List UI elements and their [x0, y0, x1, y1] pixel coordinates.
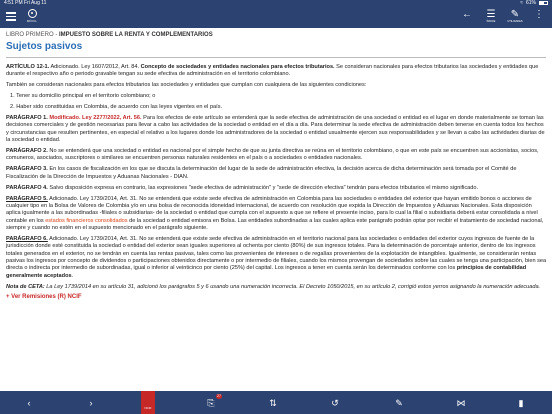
- condition-2: 2. Haber sido constituidas en Colombia, de acuerdo con las leyes vigentes en el país.: [10, 104, 223, 111]
- attach-icon[interactable]: ⎘ 27: [207, 394, 221, 408]
- divider: [6, 57, 546, 58]
- ceta-note-label: Nota de CETA:: [6, 283, 45, 290]
- article-label: ARTÍCULO 12-1.: [6, 64, 50, 70]
- ver-remisiones-link[interactable]: + Ver Remisiones (R) NCIF: [6, 294, 82, 301]
- notes-badge: 27: [217, 394, 221, 398]
- app-logo[interactable]: [24, 9, 40, 25]
- estados-financieros-link[interactable]: estados financieros consolidados: [45, 217, 128, 224]
- article-title: Concepto de sociedades y entidades nacionales para efectos tributarios.: [140, 64, 335, 70]
- paragraph-2-text: No se entenderá que una sociedad o entidad es nacional por el simple hecho de que su junta directiva se reúna en el territorio colombiano, o que en este país se encuentren sus accionistas, socios, comuneros, asociados, suscriptores o similares se encuentren personas naturales residentes en el país o a sociedades o entidades nacionales.: [6, 148, 539, 162]
- paragraph-5-label: PARÁGRAFO 5.: [6, 195, 48, 202]
- breadcrumb[interactable]: [6, 32, 213, 38]
- status-time: 4:51 PM: [4, 0, 23, 6]
- article-added: Adicionado. Ley 1607/2012, Art. 84.: [49, 64, 141, 70]
- chevron-right-icon[interactable]: ›: [89, 398, 93, 408]
- paragraph-3-label: PARÁGRAFO 3.: [6, 166, 48, 173]
- back-arrow-icon[interactable]: ←: [462, 9, 472, 20]
- paragraph-1-text: Para los efectos de este artículo se entenderá que la sede efectiva de administración de una sociedad o entidad es el lugar en donde materialmente se toman las decisiones comerciales y de gestión necesarias para llevar a cabo las actividades de la sociedad o entidad en el día a día. Para determinar la sede efectiva de administración deben tenerse en cuenta todos los hechos y circunstancias que resulten pertinentes, en especial el relativo a los lugares donde los administradores de la sociedad o entidad usualmente ejercen sus responsabilidades y se llevan a cabo las actividades diarias de la sociedad o entidad.: [6, 115, 545, 144]
- paragraph-4: [6, 185, 547, 192]
- paragraph-2: [6, 148, 547, 163]
- paragraph-4-text: Salvo disposición expresa en contrario, las expresiones "sede efectiva de administración" y "sede de dirección efectiva" tendrán para efectos tributarios el mismo significado.: [47, 184, 479, 191]
- paragraph-6-label: PARÁGRAFO 6.: [6, 235, 48, 242]
- paragraph-1: [6, 115, 547, 144]
- paragraph-1-modified-link[interactable]: Modificado. Ley 2277/2022, Art. 56.: [49, 115, 142, 122]
- paragraph-3: [6, 166, 547, 181]
- app-header: [0, 6, 552, 28]
- status-date: Fri Aug 11: [24, 0, 47, 6]
- ceta-note-text: La Ley 1739/2014 en su artículo 31, adicionó los parágrafos 5 y 6 usando una numeración incorrecta. El Decreto 1050/2015, en su artículo 2, corrigió estos yerros asignando la numeración adecuada.: [44, 283, 541, 290]
- paragraph-4-label: PARÁGRAFO 4.: [6, 184, 48, 191]
- chevron-left-icon[interactable]: ‹: [27, 398, 31, 408]
- battery-icon: [539, 1, 548, 5]
- header-toolbar: [460, 9, 546, 25]
- logo-text: MÓVIL: [26, 19, 38, 23]
- breadcrumb-title: IMPUESTO SOBRE LA RENTA Y COMPLEMENTARIOS: [59, 32, 213, 38]
- intro-paragraph: También se consideran nacionales para efectos tributarios las sociedades y entidades que cumplan con cualquiera de las siguientes condiciones:: [6, 82, 367, 89]
- sync-icon[interactable]: ⇅: [269, 398, 277, 408]
- article-text: Se consideran nacionales para efectos tributarios las sociedades y entidades que durante el respectivo año o periodo gravable tengan su sede efectiva de administración en el territorio colombiano.: [6, 64, 539, 78]
- paragraph-3-text: En los casos de fiscalización en los que se discuta la determinación del lugar de la sede de administración efectiva, la decisión acerca de dicha determinación será tomada por el Comité de Fiscalización de la Dirección de Impuestos y Aduanas Nacionales - DIAN.: [6, 166, 517, 180]
- page-title: Sujetos pasivos: [6, 41, 83, 52]
- paragraph-1-label: PARÁGRAFO 1.: [6, 115, 48, 122]
- tools-icon[interactable]: ✎ UTILIDADES: [507, 9, 523, 23]
- menu-icon[interactable]: [6, 12, 16, 21]
- paragraph-6: [6, 236, 547, 280]
- bookmark-icon[interactable]: ▮: [518, 398, 524, 408]
- logo-mark-icon: [28, 9, 37, 18]
- condition-1: 1. Tener su domicilio principal en el territorio colombiano; o: [10, 93, 156, 100]
- paragraph-2-label: PARÁGRAFO 2.: [6, 148, 48, 155]
- more-vertical-icon[interactable]: ⋮: [534, 9, 544, 20]
- share-icon[interactable]: ⋈: [456, 398, 466, 408]
- paragraph-6-bold: principios de contabilidad generalmente aceptados: [6, 265, 527, 279]
- battery-percent: 61%: [525, 0, 536, 6]
- wifi-icon: ≈: [520, 0, 523, 6]
- ceta-note: [6, 284, 547, 291]
- bottom-toolbar: [0, 391, 552, 414]
- paragraph-5-text-b: de la sociedad o entidad emisora en Bolsa. Las entidades subordinadas a las cuales aplica este parágrafo podrán optar por recibir el tratamiento de sociedad nacional, siempre y cuando no estén en el supuesto mencionado en el parágrafo siguiente.: [6, 217, 544, 231]
- ncif-button[interactable]: [141, 391, 155, 414]
- history-icon[interactable]: ↺: [331, 398, 339, 408]
- paragraph-5-text-a: Adicionado. Ley 1739/2014, Art. 31. No se entenderá que existe sede efectiva de administración en Colombia para las sociedades o entidades del exterior que hayan emitido bonos o acciones de cualquier tipo en la Bolsa de Valores de Colombia y/o en una bolsa de reconocida idoneidad internacional, de acuerdo con resolución que expida la Dirección de Impuestos y Aduanas Nacionales. Esta disposición aplica igualmente a las subordinadas -filiales o subsidiarias- de la sociedad o entidad que cumpla con el supuesto a que se refiere el presente inciso, para lo cual la filial o subsidiaria deberá estar consolidada a nivel contable en los: [6, 195, 538, 224]
- article-content: [6, 64, 547, 302]
- index-icon[interactable]: ☰ ÍNDICE: [486, 9, 496, 23]
- paragraph-5: [6, 196, 547, 233]
- paragraph-6-text-a: Adicionado. Ley 1739/2014, Art. 31. No se entenderá que existe sede efectiva de administración en el territorio nacional para las sociedades o entidades del exterior cuyos ingresos de fuente de la jurisdicción donde esté constituida la sociedad o entidad del exterior sean iguales superiores al ochenta por ciento (80%) de sus ingresos totales. Para la determinación de porcentaje anterior, dentro de los ingresos totales generados en el exterior, no se tendrán en cuenta las rentas pasivas, tales como las provenientes de intereses o de regalías provenientes de la explotación de intangibles. Igualmente, se considerarán rentas pasivas los ingresos por concepto de dividendos o participaciones obtenidos directamente o por intermedio de filiales, cuando los mismos provengan de sociedades sobre las cuales se tenga una participación, bien sea directa o indirecta por intermedio de subordinadas, igual o inferior al veinticinco por ciento (25%) del capital. Los ingresos a tener en cuenta serán los determinados conforme con los: [6, 235, 547, 272]
- article-paragraph: [6, 64, 547, 79]
- paragraph-6-text-b: .: [71, 272, 74, 279]
- breadcrumb-book: LIBRO PRIMERO -: [6, 32, 60, 38]
- highlight-icon[interactable]: ✎: [395, 398, 403, 408]
- ncif-label: NCIF: [144, 406, 152, 410]
